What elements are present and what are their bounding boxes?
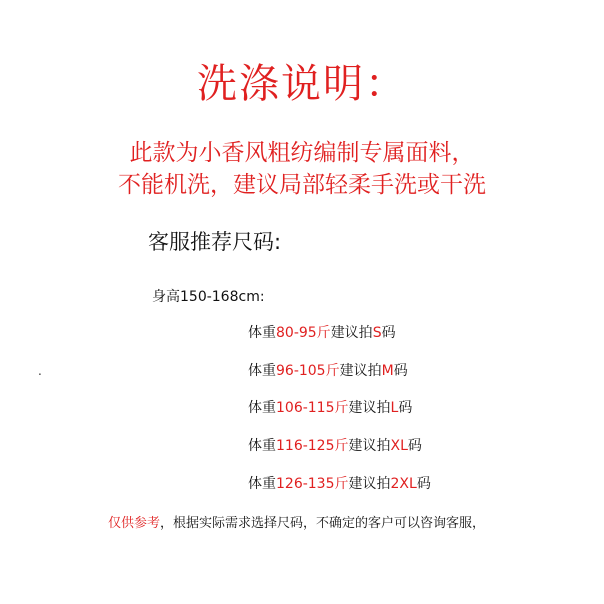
size-value: XL xyxy=(390,438,408,454)
weight-range: 126-135斤 xyxy=(276,476,349,492)
size-suffix: 码 xyxy=(398,400,413,416)
weight-range: 116-125斤 xyxy=(276,438,349,454)
size-suffix: 码 xyxy=(416,476,431,492)
suggest-text: 建议拍 xyxy=(348,476,391,492)
size-value: 2XL xyxy=(390,476,417,492)
weight-prefix: 体重 xyxy=(248,400,276,416)
size-value: M xyxy=(381,363,394,379)
suggest-text: 建议拍 xyxy=(348,438,391,454)
size-value: S xyxy=(372,325,382,341)
size-suffix: 码 xyxy=(393,363,408,379)
suggest-text: 建议拍 xyxy=(348,400,391,416)
weight-prefix: 体重 xyxy=(248,438,276,454)
size-row-s xyxy=(248,322,396,342)
size-suffix: 码 xyxy=(381,325,396,341)
care-notice-line-2: 不能机洗，建议局部轻柔手洗或干洗 xyxy=(118,172,486,198)
size-row-m xyxy=(248,360,408,380)
footer-note xyxy=(108,512,485,531)
size-row-l xyxy=(248,397,412,417)
stray-dot: . xyxy=(38,364,42,378)
size-recommendation-heading: 客服推荐尺码: xyxy=(148,230,282,254)
size-suffix: 码 xyxy=(407,438,422,454)
footer-text: ，根据实际需求选择尺码，不确定的客户可以咨询客服， xyxy=(160,516,486,531)
weight-range: 106-115斤 xyxy=(276,400,349,416)
height-range-label: 身高150-168cm: xyxy=(152,289,265,305)
weight-prefix: 体重 xyxy=(248,363,276,379)
care-notice-line-1: 此款为小香风粗纺编制专属面料， xyxy=(129,140,475,166)
weight-range: 80-95斤 xyxy=(276,325,331,341)
footer-highlight: 仅供参考 xyxy=(108,516,161,531)
weight-prefix: 体重 xyxy=(248,325,276,341)
size-value: L xyxy=(390,400,399,416)
suggest-text: 建议拍 xyxy=(339,363,382,379)
weight-prefix: 体重 xyxy=(248,476,276,492)
suggest-text: 建议拍 xyxy=(330,325,373,341)
size-row-xl xyxy=(248,435,422,455)
weight-range: 96-105斤 xyxy=(276,363,340,379)
size-row-2xl xyxy=(248,473,431,493)
page-title: 洗涤说明： xyxy=(197,61,407,107)
